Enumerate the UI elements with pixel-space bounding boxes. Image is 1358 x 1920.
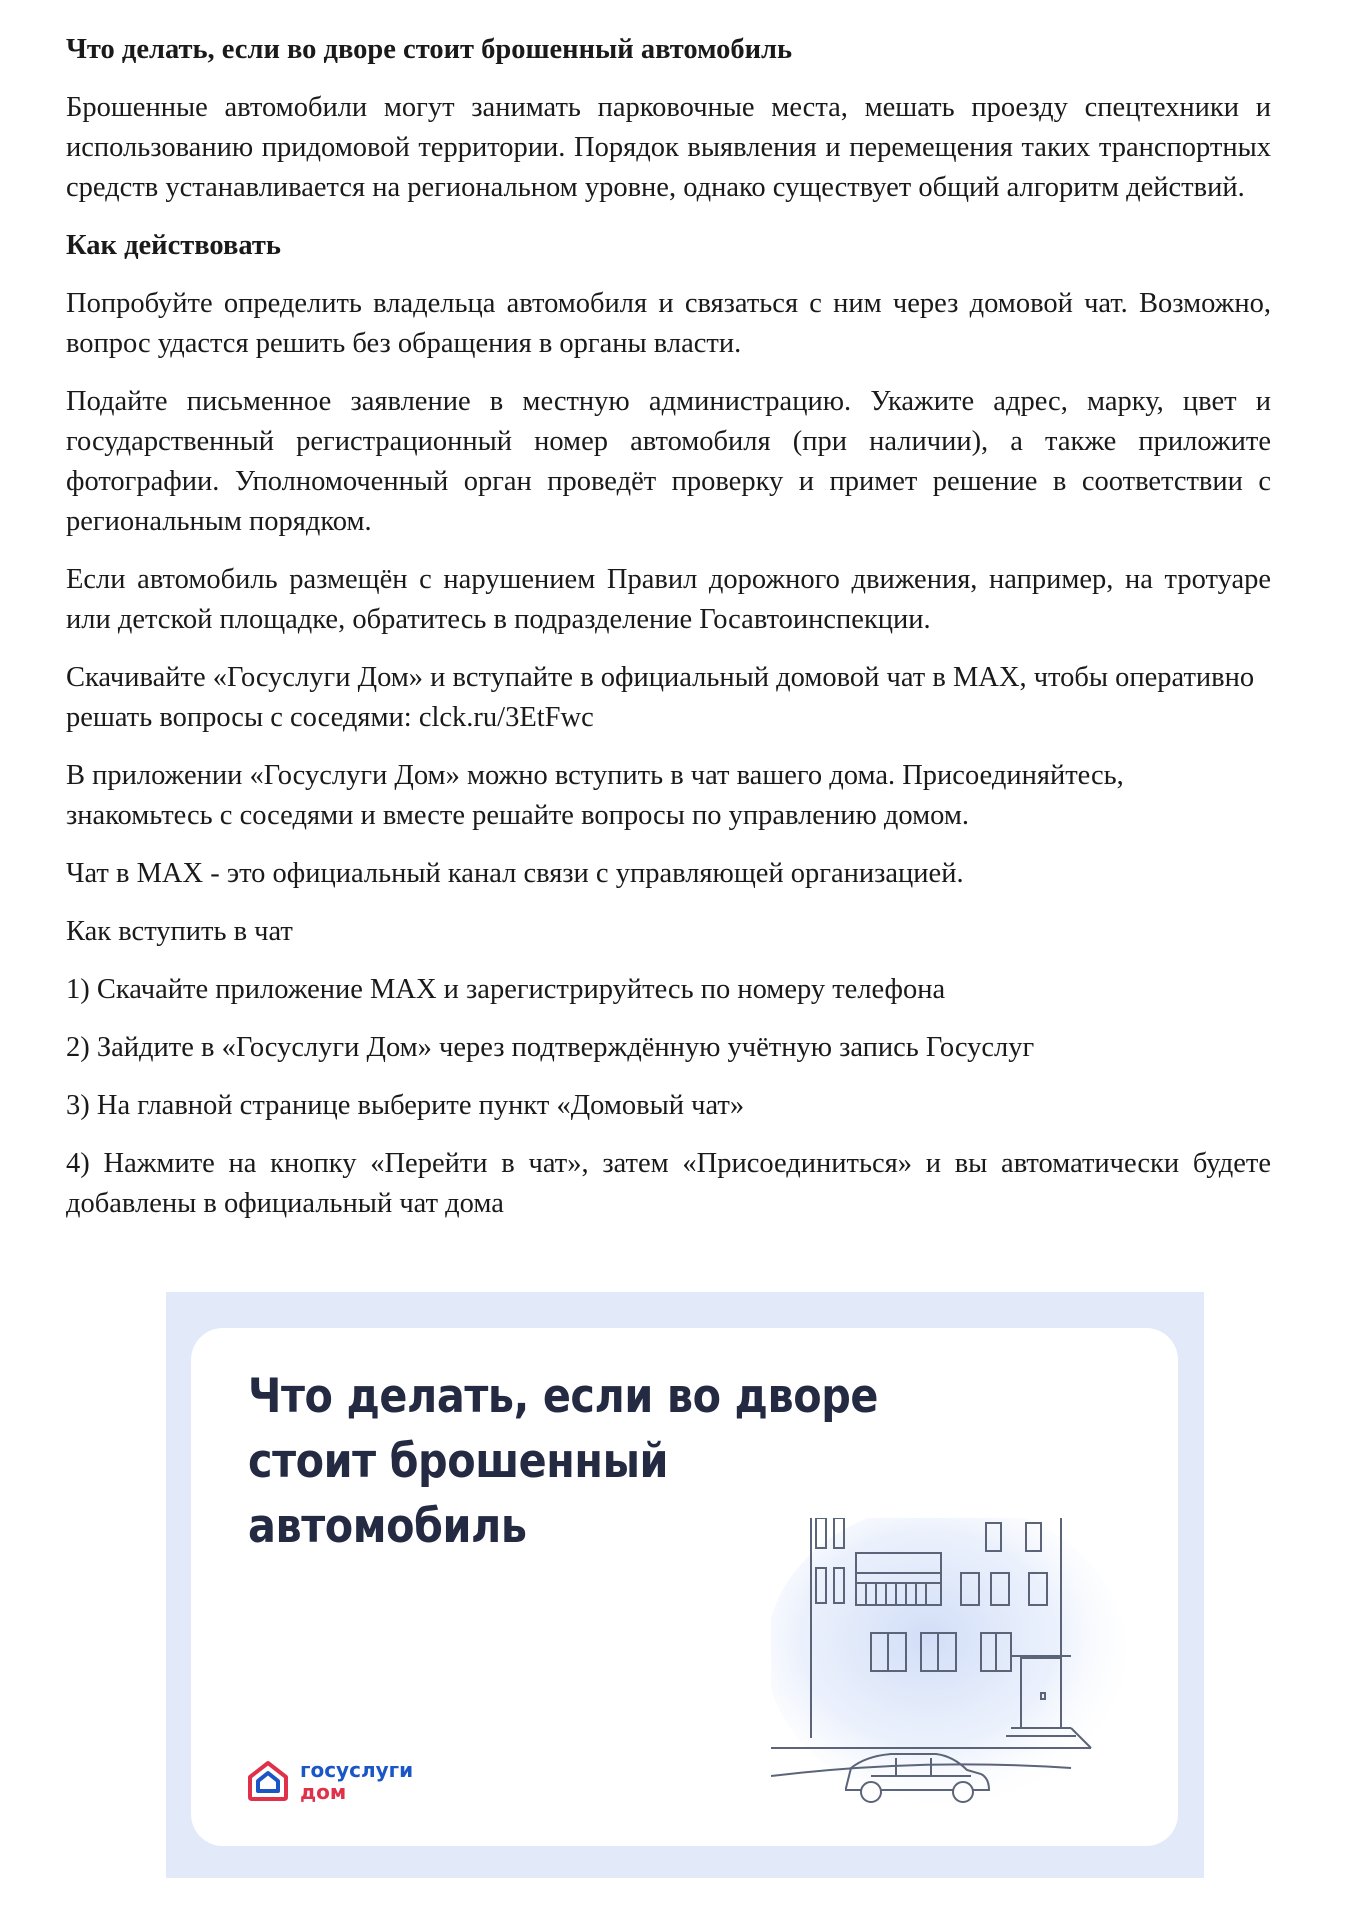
download-text: Скачивайте «Госуслуги Дом» и вступайте в официальный домовой чат в MAX, чтобы оперативно решать вопросы с соседями: bbox=[66, 662, 1255, 733]
section-heading: Как действовать bbox=[66, 230, 281, 261]
banner-card bbox=[191, 1328, 1178, 1846]
paragraph-app: В приложении «Госуслуги Дом» можно вступить в чат вашего дома. Присоединяйтесь, знакомьтесь с соседями и вместе решайте вопросы по управлению домом. bbox=[66, 760, 1124, 831]
paragraph-download bbox=[66, 658, 1271, 738]
paragraph-channel: Чат в MAX - это официальный канал связи с управляющей организацией. bbox=[66, 858, 964, 889]
step-item: 2) Зайдите в «Госуслуги Дом» через подтверждённую учётную запись Госуслуг bbox=[66, 1032, 1035, 1063]
document-body bbox=[66, 30, 1271, 1242]
steps-title: Как вступить в чат bbox=[66, 916, 293, 947]
banner-title-line: стоит брошенный автомобиль bbox=[248, 1434, 669, 1554]
paragraph-contact-owner: Попробуйте определить владельца автомобиля и связаться с ним через домовой чат. Возможно, вопрос удастся решить без обращения в органы власти. bbox=[66, 288, 1271, 359]
paragraph-administration: Подайте письменное заявление в местную администрацию. Укажите адрес, марку, цвет и государственный регистрационный номер автомобиля (при наличии), а также приложите фотографии. Уполномоченный орган проведёт проверку и примет решение в соответствии с региональным порядком. bbox=[66, 386, 1271, 537]
paragraph-traffic-police: Если автомобиль размещён с нарушением Правил дорожного движения, например, на тротуаре или детской площадке, обратитесь в подразделение Госавтоинспекции. bbox=[66, 564, 1271, 635]
step-item: 3) На главной странице выберите пункт «Домовый чат» bbox=[66, 1090, 745, 1121]
logo-line-1: госуслуги bbox=[300, 1758, 414, 1782]
logo-text bbox=[300, 1759, 413, 1803]
gosuslugi-banner bbox=[166, 1292, 1204, 1878]
step-item: 1) Скачайте приложение MAX и зарегистрируйтесь по номеру телефона bbox=[66, 974, 946, 1005]
banner-title-line: Что делать, если во дворе bbox=[248, 1369, 878, 1424]
step-item: 4) Нажмите на кнопку «Перейти в чат», затем «Присоединиться» и вы автоматически будете добавлены в официальный чат дома bbox=[66, 1148, 1271, 1219]
house-logo-icon bbox=[246, 1759, 290, 1803]
building-car-illustration bbox=[771, 1518, 1151, 1818]
gosuslugi-dom-logo bbox=[246, 1759, 413, 1803]
download-link[interactable]: clck.ru/3EtFwc bbox=[418, 702, 594, 733]
logo-line-2: дом bbox=[300, 1780, 347, 1804]
intro-paragraph: Брошенные автомобили могут занимать парковочные места, мешать проезду спецтехники и использованию придомовой территории. Порядок выявления и перемещения таких транспортных средств устанавливается на региональном уровне, однако существует общий алгоритм действий. bbox=[66, 92, 1271, 203]
document-title: Что делать, если во дворе стоит брошенный автомобиль bbox=[66, 34, 793, 65]
